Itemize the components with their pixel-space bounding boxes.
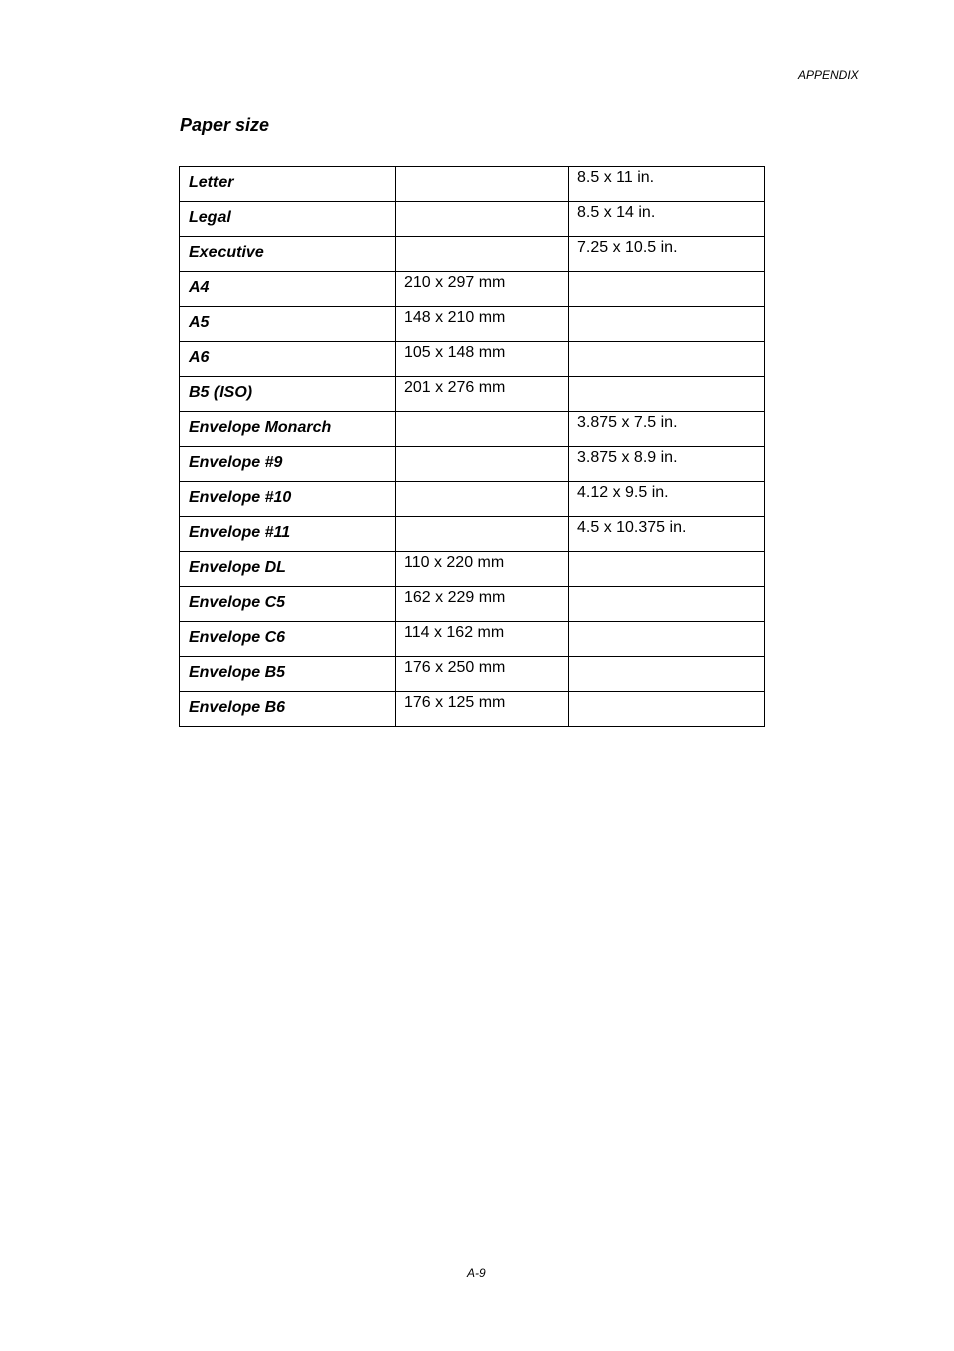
metric-size-cell: 110 x 220 mm bbox=[396, 552, 569, 587]
imperial-size-cell bbox=[569, 307, 765, 342]
table-row bbox=[180, 482, 765, 517]
imperial-size-cell: 4.5 x 10.375 in. bbox=[569, 517, 765, 552]
paper-name-cell: A5 bbox=[180, 307, 396, 342]
imperial-size-cell bbox=[569, 272, 765, 307]
metric-size-cell bbox=[396, 167, 569, 202]
paper-name-cell: Letter bbox=[180, 167, 396, 202]
imperial-size-cell bbox=[569, 587, 765, 622]
table-row bbox=[180, 377, 765, 412]
table-row bbox=[180, 167, 765, 202]
imperial-size-cell bbox=[569, 377, 765, 412]
metric-size-cell: 201 x 276 mm bbox=[396, 377, 569, 412]
table-row bbox=[180, 587, 765, 622]
imperial-size-cell bbox=[569, 657, 765, 692]
table-row bbox=[180, 237, 765, 272]
paper-name-cell: B5 (ISO) bbox=[180, 377, 396, 412]
table-row bbox=[180, 552, 765, 587]
paper-name-cell: Envelope #11 bbox=[180, 517, 396, 552]
table-row bbox=[180, 202, 765, 237]
metric-size-cell: 114 x 162 mm bbox=[396, 622, 569, 657]
paper-name-cell: A4 bbox=[180, 272, 396, 307]
imperial-size-cell bbox=[569, 692, 765, 727]
metric-size-cell bbox=[396, 517, 569, 552]
paper-name-cell: Envelope #10 bbox=[180, 482, 396, 517]
page-number: A-9 bbox=[467, 1266, 486, 1280]
metric-size-cell: 162 x 229 mm bbox=[396, 587, 569, 622]
paper-name-cell: Envelope Monarch bbox=[180, 412, 396, 447]
paper-name-cell: Envelope #9 bbox=[180, 447, 396, 482]
metric-size-cell: 148 x 210 mm bbox=[396, 307, 569, 342]
imperial-size-cell bbox=[569, 342, 765, 377]
metric-size-cell bbox=[396, 237, 569, 272]
metric-size-cell bbox=[396, 447, 569, 482]
paper-name-cell: Envelope C6 bbox=[180, 622, 396, 657]
table-row bbox=[180, 412, 765, 447]
table-row bbox=[180, 307, 765, 342]
metric-size-cell: 105 x 148 mm bbox=[396, 342, 569, 377]
table-row bbox=[180, 447, 765, 482]
imperial-size-cell: 8.5 x 11 in. bbox=[569, 167, 765, 202]
paper-name-cell: Envelope DL bbox=[180, 552, 396, 587]
imperial-size-cell: 8.5 x 14 in. bbox=[569, 202, 765, 237]
table-row bbox=[180, 272, 765, 307]
imperial-size-cell: 4.12 x 9.5 in. bbox=[569, 482, 765, 517]
imperial-size-cell: 3.875 x 8.9 in. bbox=[569, 447, 765, 482]
paper-name-cell: Envelope B6 bbox=[180, 692, 396, 727]
table-row bbox=[180, 517, 765, 552]
paper-name-cell: Envelope B5 bbox=[180, 657, 396, 692]
imperial-size-cell: 3.875 x 7.5 in. bbox=[569, 412, 765, 447]
metric-size-cell: 176 x 250 mm bbox=[396, 657, 569, 692]
paper-name-cell: Legal bbox=[180, 202, 396, 237]
table-row bbox=[180, 692, 765, 727]
section-title: Paper size bbox=[180, 115, 270, 135]
metric-size-cell: 210 x 297 mm bbox=[396, 272, 569, 307]
running-header: APPENDIX bbox=[798, 68, 859, 82]
paper-name-cell: Envelope C5 bbox=[180, 587, 396, 622]
metric-size-cell bbox=[396, 202, 569, 237]
imperial-size-cell bbox=[569, 552, 765, 587]
metric-size-cell bbox=[396, 412, 569, 447]
table-row bbox=[180, 622, 765, 657]
paper-size-table bbox=[179, 166, 765, 727]
imperial-size-cell: 7.25 x 10.5 in. bbox=[569, 237, 765, 272]
imperial-size-cell bbox=[569, 622, 765, 657]
table-row bbox=[180, 657, 765, 692]
paper-name-cell: Executive bbox=[180, 237, 396, 272]
metric-size-cell: 176 x 125 mm bbox=[396, 692, 569, 727]
metric-size-cell bbox=[396, 482, 569, 517]
paper-name-cell: A6 bbox=[180, 342, 396, 377]
table-row bbox=[180, 342, 765, 377]
